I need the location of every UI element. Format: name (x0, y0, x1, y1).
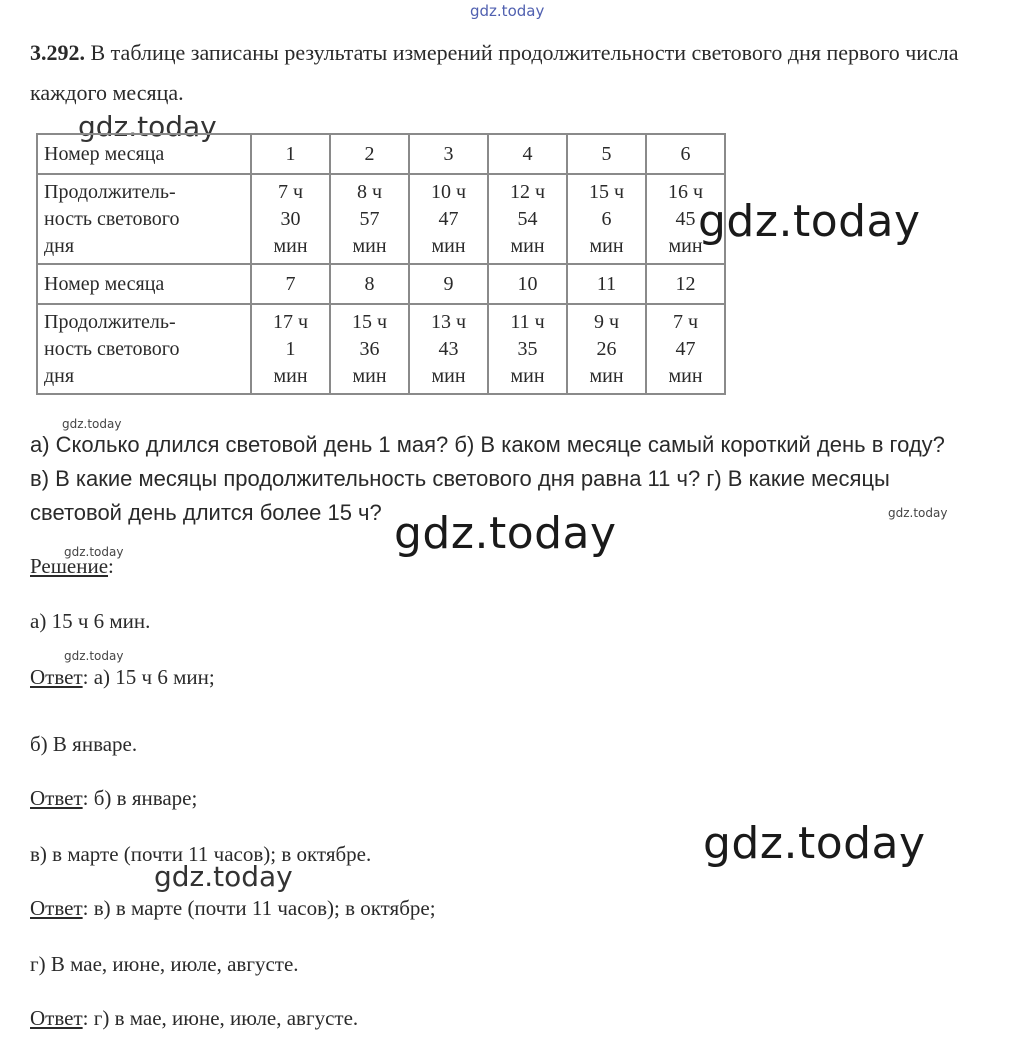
table-row (37, 264, 725, 304)
answer-b: Ответ: б) в январе; (30, 786, 198, 810)
duration-cell: 12 ч 54 мин (488, 174, 567, 264)
duration-cell: 10 ч 47 мин (409, 174, 488, 264)
watermark-top: gdz.today (470, 2, 545, 20)
duration-cell: 8 ч 57 мин (330, 174, 409, 264)
row-label-month: Номер месяца (37, 264, 251, 304)
duration-cell: 16 ч 45 мин (646, 174, 725, 264)
month-cell: 11 (567, 264, 646, 304)
duration-cell: 15 ч 36 мин (330, 304, 409, 394)
table-row (37, 304, 725, 394)
duration-cell: 9 ч 26 мин (567, 304, 646, 394)
duration-cell: 11 ч 35 мин (488, 304, 567, 394)
questions (30, 428, 1020, 530)
watermark-table-right: gdz.today (698, 196, 921, 247)
row-label-duration: Продолжитель- ность светового дня (37, 174, 251, 264)
month-cell: 1 (251, 134, 330, 174)
row-label-month: Номер месяца (37, 134, 251, 174)
month-cell: 2 (330, 134, 409, 174)
row-label-duration: Продолжитель- ность светового дня (37, 304, 251, 394)
watermark-small: gdz.today (64, 649, 124, 663)
watermark-small: gdz.today (888, 506, 948, 520)
watermark-lower-left: gdz.today (154, 860, 293, 893)
solution-heading: Решение: (30, 554, 114, 578)
solution-c: в) в марте (почти 11 часов); в октябре. (30, 842, 372, 866)
month-cell: 10 (488, 264, 567, 304)
duration-cell: 13 ч 43 мин (409, 304, 488, 394)
watermark-small: gdz.today (64, 545, 124, 559)
month-cell: 6 (646, 134, 725, 174)
watermark-table-left: gdz.today (78, 110, 217, 143)
answer-c: Ответ: в) в марте (почти 11 часов); в октябре; (30, 896, 436, 920)
daylight-table (36, 133, 726, 395)
watermark-right-lower: gdz.today (703, 818, 926, 869)
duration-cell: 15 ч 6 мин (567, 174, 646, 264)
month-cell: 4 (488, 134, 567, 174)
month-cell: 7 (251, 264, 330, 304)
solution-d: г) В мае, июне, июле, августе. (30, 952, 299, 976)
month-cell: 5 (567, 134, 646, 174)
question-line: в) В какие месяцы продолжительность светового дня равна 11 ч? г) В какие месяцы (30, 466, 890, 491)
problem-statement (30, 33, 1010, 113)
table-row (37, 174, 725, 264)
answer-a: Ответ: а) 15 ч 6 мин; (30, 665, 215, 689)
month-cell: 8 (330, 264, 409, 304)
month-cell: 3 (409, 134, 488, 174)
problem-text: В таблице записаны результаты измерений продолжительности светового дня первого числа каждого месяца. (30, 40, 959, 105)
month-cell: 12 (646, 264, 725, 304)
answer-d: Ответ: г) в мае, июне, июле, августе. (30, 1006, 359, 1030)
solution-b: б) В январе. (30, 732, 138, 756)
watermark-small: gdz.today (62, 417, 122, 431)
problem-number: 3.292. (30, 40, 85, 65)
question-line: световой день длится более 15 ч? (30, 500, 382, 525)
duration-cell: 17 ч 1 мин (251, 304, 330, 394)
question-line: а) Сколько длился световой день 1 мая? б) В каком месяце самый короткий день в году? (30, 432, 945, 457)
duration-cell: 7 ч 30 мин (251, 174, 330, 264)
duration-cell: 7 ч 47 мин (646, 304, 725, 394)
month-cell: 9 (409, 264, 488, 304)
solution-a: а) 15 ч 6 мин. (30, 609, 151, 633)
table-row (37, 134, 725, 174)
watermark-center: gdz.today (394, 508, 617, 559)
